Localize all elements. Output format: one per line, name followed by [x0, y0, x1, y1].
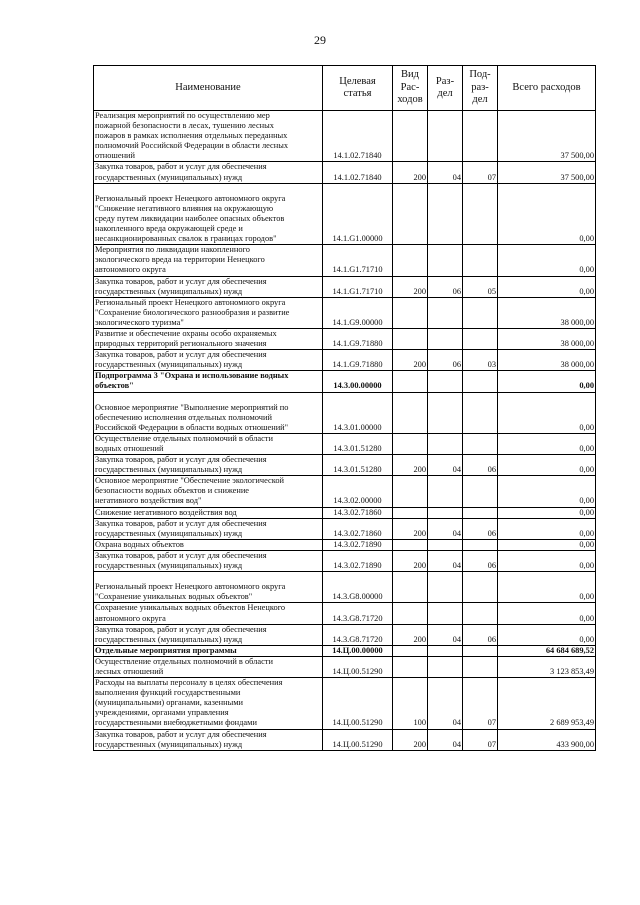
row-total-cell: 0,00	[498, 539, 596, 550]
row-section-cell: 04	[428, 162, 463, 183]
row-name-cell: Региональный проект Ненецкого автономного округа "Снижение негативного влияния на окружающую среду путем ликвидации наиболее опасных объектов накопленного вреда окружающей среде и несанкционированных свалок в границах городов"	[94, 183, 323, 245]
row-total-cell: 0,00	[498, 392, 596, 433]
row-target-cell: 14.1.G9.71880	[323, 350, 393, 371]
row-subsection-cell	[463, 656, 498, 677]
row-type-cell: 200	[393, 162, 428, 183]
row-name-cell: Региональный проект Ненецкого автономного округа "Сохранение биологического разнообразия и развитие экологического туризма"	[94, 297, 323, 328]
row-target-cell: 14.1.G1.71710	[323, 276, 393, 297]
row-section-cell	[428, 328, 463, 349]
row-target-cell: 14.3.00.00000	[323, 371, 393, 392]
table-header-row	[94, 66, 596, 111]
table-row	[94, 433, 596, 454]
row-section-cell	[428, 656, 463, 677]
row-total-cell: 37 500,00	[498, 111, 596, 162]
row-target-cell: 14.Ц.00.51290	[323, 678, 393, 729]
table-row	[94, 350, 596, 371]
row-total-cell: 0,00	[498, 550, 596, 571]
row-name-cell: Расходы на выплаты персоналу в целях обеспечения выполнения функций государственными (муниципальными) органами, казенными учреждениями, органами управления государственными внебюджетными фондами	[94, 678, 323, 729]
table-row	[94, 276, 596, 297]
row-target-cell: 14.3.02.71860	[323, 518, 393, 539]
row-target-cell: 14.3.01.00000	[323, 392, 393, 433]
row-name-cell: Основное мероприятие "Выполнение мероприятий по обеспечению исполнения отдельных полномочий Российской Федерации в области водных отношений"	[94, 392, 323, 433]
row-name-cell: Осуществление отдельных полномочий в области лесных отношений	[94, 656, 323, 677]
row-type-cell	[393, 328, 428, 349]
row-target-cell: 14.3.02.71890	[323, 539, 393, 550]
row-target-cell: 14.3.02.71890	[323, 550, 393, 571]
row-type-cell: 200	[393, 276, 428, 297]
row-name-cell: Подпрограмма 3 "Охрана и использование водных объектов"	[94, 371, 323, 392]
table-row	[94, 729, 596, 750]
header-type: Вид Рас- ходов	[393, 66, 428, 111]
row-section-cell: 06	[428, 276, 463, 297]
row-target-cell: 14.1.G9.71880	[323, 328, 393, 349]
row-section-cell: 06	[428, 350, 463, 371]
row-type-cell: 200	[393, 518, 428, 539]
row-subsection-cell	[463, 507, 498, 518]
row-subsection-cell: 05	[463, 276, 498, 297]
row-total-cell: 0,00	[498, 245, 596, 276]
row-target-cell: 14.3.G8.00000	[323, 572, 393, 603]
table-row	[94, 328, 596, 349]
row-section-cell	[428, 645, 463, 656]
row-section-cell: 04	[428, 455, 463, 476]
table-row	[94, 297, 596, 328]
row-section-cell	[428, 245, 463, 276]
row-type-cell	[393, 297, 428, 328]
row-type-cell	[393, 572, 428, 603]
row-section-cell: 04	[428, 678, 463, 729]
row-type-cell: 200	[393, 729, 428, 750]
table-row	[94, 245, 596, 276]
row-type-cell	[393, 645, 428, 656]
row-target-cell: 14.1.02.71840	[323, 162, 393, 183]
row-type-cell	[393, 656, 428, 677]
row-total-cell: 0,00	[498, 276, 596, 297]
row-name-cell: Отдельные мероприятия программы	[94, 645, 323, 656]
row-type-cell	[393, 433, 428, 454]
budget-table	[93, 65, 596, 751]
row-type-cell	[393, 603, 428, 624]
row-type-cell: 200	[393, 624, 428, 645]
row-total-cell: 38 000,00	[498, 297, 596, 328]
table-row	[94, 518, 596, 539]
row-name-cell: Закупка товаров, работ и услуг для обеспечения государственных (муниципальных) нужд	[94, 518, 323, 539]
row-section-cell: 04	[428, 518, 463, 539]
row-target-cell: 14.3.02.00000	[323, 476, 393, 507]
row-target-cell: 14.3.G8.71720	[323, 624, 393, 645]
row-type-cell	[393, 183, 428, 245]
row-name-cell: Региональный проект Ненецкого автономного округа "Сохранение уникальных водных объектов"	[94, 572, 323, 603]
row-target-cell: 14.1.G1.71710	[323, 245, 393, 276]
row-total-cell: 0,00	[498, 183, 596, 245]
row-type-cell	[393, 507, 428, 518]
row-section-cell	[428, 392, 463, 433]
row-section-cell	[428, 476, 463, 507]
row-total-cell: 433 900,00	[498, 729, 596, 750]
table-row	[94, 539, 596, 550]
table-row	[94, 572, 596, 603]
row-total-cell: 0,00	[498, 371, 596, 392]
row-type-cell	[393, 392, 428, 433]
table-row	[94, 111, 596, 162]
row-type-cell	[393, 371, 428, 392]
header-name: Наименование	[94, 66, 323, 111]
table-row	[94, 678, 596, 729]
row-name-cell: Сохранение уникальных водных объектов Ненецкого автономного округа	[94, 603, 323, 624]
row-section-cell	[428, 539, 463, 550]
row-target-cell: 14.Ц.00.51290	[323, 729, 393, 750]
row-subsection-cell	[463, 476, 498, 507]
row-subsection-cell: 07	[463, 729, 498, 750]
row-subsection-cell	[463, 645, 498, 656]
row-subsection-cell	[463, 371, 498, 392]
row-type-cell: 200	[393, 455, 428, 476]
row-total-cell: 64 684 689,52	[498, 645, 596, 656]
row-subsection-cell	[463, 433, 498, 454]
row-section-cell	[428, 433, 463, 454]
row-total-cell: 0,00	[498, 433, 596, 454]
row-name-cell: Осуществление отдельных полномочий в области водных отношений	[94, 433, 323, 454]
row-section-cell	[428, 371, 463, 392]
row-name-cell: Закупка товаров, работ и услуг для обеспечения государственных (муниципальных) нужд	[94, 162, 323, 183]
row-subsection-cell: 06	[463, 518, 498, 539]
row-subsection-cell	[463, 572, 498, 603]
row-subsection-cell	[463, 603, 498, 624]
row-type-cell	[393, 245, 428, 276]
table-row	[94, 162, 596, 183]
row-target-cell: 14.3.01.51280	[323, 455, 393, 476]
row-subsection-cell: 03	[463, 350, 498, 371]
table-row	[94, 476, 596, 507]
row-target-cell: 14.Ц.00.00000	[323, 645, 393, 656]
table-row	[94, 507, 596, 518]
row-section-cell	[428, 183, 463, 245]
row-section-cell	[428, 507, 463, 518]
row-total-cell: 0,00	[498, 624, 596, 645]
row-name-cell: Закупка товаров, работ и услуг для обеспечения государственных (муниципальных) нужд	[94, 276, 323, 297]
header-subsection: Под- раз- дел	[463, 66, 498, 111]
row-target-cell: 14.3.02.71860	[323, 507, 393, 518]
row-name-cell: Развитие и обеспечение охраны особо охраняемых природных территорий регионального значения	[94, 328, 323, 349]
row-total-cell: 0,00	[498, 603, 596, 624]
row-type-cell	[393, 111, 428, 162]
row-section-cell: 04	[428, 729, 463, 750]
row-total-cell: 3 123 853,49	[498, 656, 596, 677]
row-subsection-cell	[463, 539, 498, 550]
row-subsection-cell	[463, 245, 498, 276]
row-total-cell: 0,00	[498, 476, 596, 507]
row-target-cell: 14.3.01.51280	[323, 433, 393, 454]
table-row	[94, 624, 596, 645]
row-target-cell: 14.1.G9.00000	[323, 297, 393, 328]
header-section: Раз- дел	[428, 66, 463, 111]
row-name-cell: Основное мероприятие "Обеспечение экологической безопасности водных объектов и снижение негативного воздействия вод"	[94, 476, 323, 507]
row-type-cell	[393, 539, 428, 550]
row-target-cell: 14.Ц.00.51290	[323, 656, 393, 677]
row-section-cell	[428, 572, 463, 603]
header-total: Всего расходов	[498, 66, 596, 111]
row-target-cell: 14.3.G8.71720	[323, 603, 393, 624]
header-target: Целевая статья	[323, 66, 393, 111]
table-row	[94, 183, 596, 245]
row-name-cell: Закупка товаров, работ и услуг для обеспечения государственных (муниципальных) нужд	[94, 729, 323, 750]
row-total-cell: 38 000,00	[498, 328, 596, 349]
row-subsection-cell	[463, 111, 498, 162]
row-section-cell: 04	[428, 624, 463, 645]
row-target-cell: 14.1.G1.00000	[323, 183, 393, 245]
row-total-cell: 0,00	[498, 455, 596, 476]
row-total-cell: 37 500,00	[498, 162, 596, 183]
row-total-cell: 0,00	[498, 518, 596, 539]
row-name-cell: Мероприятия по ликвидации накопленного экологического вреда на территории Ненецкого автономного округа	[94, 245, 323, 276]
row-section-cell	[428, 111, 463, 162]
table-row	[94, 371, 596, 392]
table-row	[94, 603, 596, 624]
row-name-cell: Снижение негативного воздействия вод	[94, 507, 323, 518]
row-total-cell: 38 000,00	[498, 350, 596, 371]
row-name-cell: Закупка товаров, работ и услуг для обеспечения государственных (муниципальных) нужд	[94, 350, 323, 371]
row-name-cell: Закупка товаров, работ и услуг для обеспечения государственных (муниципальных) нужд	[94, 624, 323, 645]
row-total-cell: 0,00	[498, 572, 596, 603]
row-subsection-cell: 06	[463, 550, 498, 571]
row-subsection-cell: 07	[463, 162, 498, 183]
row-name-cell: Реализация мероприятий по осуществлению мер пожарной безопасности в лесах, тушению лесных пожаров в рамках исполнения отдельных переданных полномочий Российской Федерации в области лесных отношений	[94, 111, 323, 162]
row-subsection-cell	[463, 328, 498, 349]
row-subsection-cell	[463, 183, 498, 245]
table-row	[94, 645, 596, 656]
row-name-cell: Закупка товаров, работ и услуг для обеспечения государственных (муниципальных) нужд	[94, 455, 323, 476]
row-name-cell: Закупка товаров, работ и услуг для обеспечения государственных (муниципальных) нужд	[94, 550, 323, 571]
row-subsection-cell: 07	[463, 678, 498, 729]
row-type-cell: 200	[393, 350, 428, 371]
row-subsection-cell	[463, 392, 498, 433]
row-name-cell: Охрана водных объектов	[94, 539, 323, 550]
table-row	[94, 455, 596, 476]
row-total-cell: 0,00	[498, 507, 596, 518]
row-section-cell	[428, 297, 463, 328]
row-subsection-cell: 06	[463, 455, 498, 476]
row-type-cell: 200	[393, 550, 428, 571]
row-subsection-cell	[463, 297, 498, 328]
row-subsection-cell: 06	[463, 624, 498, 645]
table-row	[94, 392, 596, 433]
row-type-cell	[393, 476, 428, 507]
row-section-cell	[428, 603, 463, 624]
row-type-cell: 100	[393, 678, 428, 729]
table-row	[94, 656, 596, 677]
row-total-cell: 2 689 953,49	[498, 678, 596, 729]
table-row	[94, 550, 596, 571]
page-number: 29	[314, 33, 326, 47]
row-section-cell: 04	[428, 550, 463, 571]
row-target-cell: 14.1.02.71840	[323, 111, 393, 162]
